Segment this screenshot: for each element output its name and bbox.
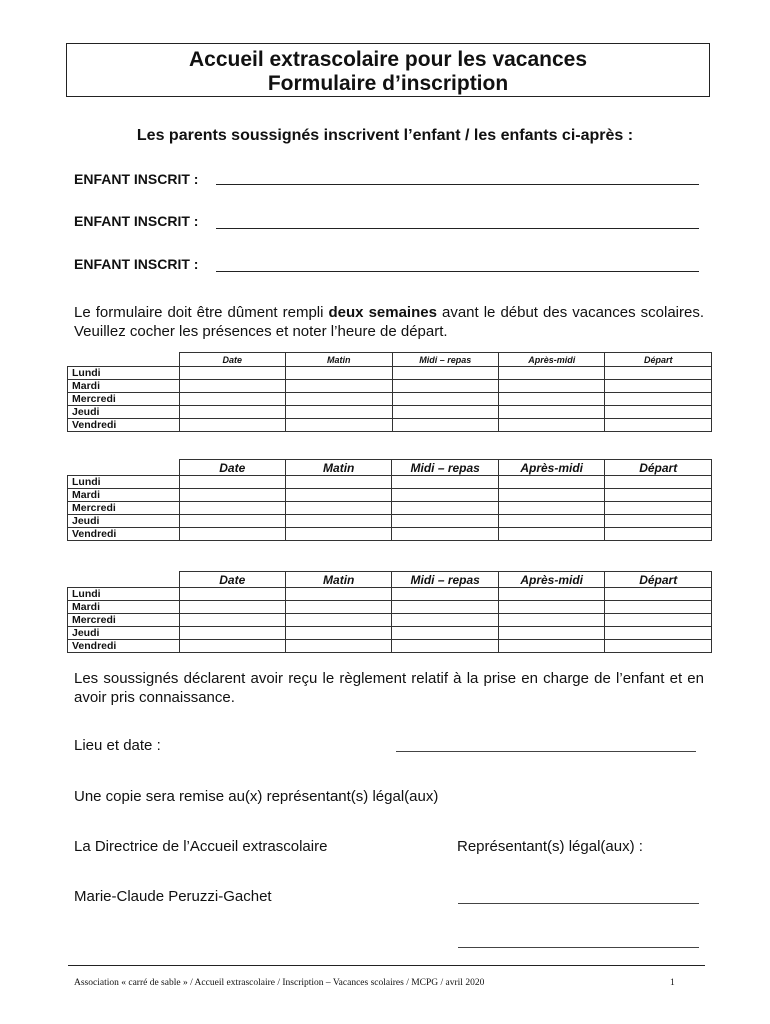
day-label: Mardi <box>68 489 180 502</box>
place-date-label: Lieu et date : <box>74 737 161 754</box>
copy-note: Une copie sera remise au(x) représentant(s) légal(aux) <box>74 788 439 805</box>
column-header: Après-midi <box>498 353 605 367</box>
table-row <box>68 502 712 515</box>
footer-text: Association « carré de sable » / Accueil extrascolaire / Inscription – Vacances scolaires / MCPG / avril 2020 <box>74 978 485 988</box>
director-label: La Directrice de l’Accueil extrascolaire <box>74 838 328 855</box>
table-cell[interactable] <box>286 406 392 419</box>
attendance-table-1 <box>67 352 712 432</box>
director-name: Marie-Claude Peruzzi-Gachet <box>74 888 272 905</box>
column-header: Après-midi <box>498 460 605 476</box>
child-label: ENFANT INSCRIT : <box>74 171 199 187</box>
day-label: Mardi <box>68 380 180 393</box>
table-cell[interactable] <box>392 601 498 614</box>
column-header: Matin <box>286 353 392 367</box>
table-cell[interactable] <box>605 476 712 489</box>
table-cell[interactable] <box>285 588 391 601</box>
table-row <box>68 640 712 653</box>
representative-signature-field-2[interactable] <box>458 947 699 948</box>
table-cell[interactable] <box>498 489 605 502</box>
table-cell[interactable] <box>498 627 605 640</box>
child-entry-1 <box>74 171 198 187</box>
table-cell[interactable] <box>392 640 498 653</box>
table-cell[interactable] <box>605 489 712 502</box>
table-cell[interactable] <box>392 367 498 380</box>
table-cell[interactable] <box>286 380 392 393</box>
blank-header-cell <box>68 572 180 588</box>
table-row <box>68 489 712 502</box>
column-header: Départ <box>605 460 712 476</box>
column-header: Date <box>179 460 285 476</box>
title-box <box>66 43 710 97</box>
table-cell[interactable] <box>605 640 712 653</box>
table-row <box>68 528 712 541</box>
table-header-row <box>68 460 712 476</box>
table-row <box>68 380 712 393</box>
child-name-field-3[interactable] <box>216 271 699 272</box>
table-cell[interactable] <box>285 515 391 528</box>
child-name-field-2[interactable] <box>216 228 699 229</box>
table-cell[interactable] <box>392 528 498 541</box>
table-cell[interactable] <box>392 515 498 528</box>
table-cell[interactable] <box>179 588 285 601</box>
table-cell[interactable] <box>498 393 605 406</box>
table-cell[interactable] <box>179 640 285 653</box>
column-header: Départ <box>605 572 712 588</box>
table-cell[interactable] <box>605 588 712 601</box>
child-label: ENFANT INSCRIT : <box>74 256 199 272</box>
day-label: Mercredi <box>68 502 180 515</box>
table-cell[interactable] <box>179 393 285 406</box>
table-row <box>68 419 712 432</box>
table-cell[interactable] <box>498 367 605 380</box>
blank-header-cell <box>68 353 180 367</box>
day-label: Lundi <box>68 367 180 380</box>
table-row <box>68 393 712 406</box>
table-cell[interactable] <box>392 393 498 406</box>
table-row <box>68 367 712 380</box>
table-cell[interactable] <box>498 588 605 601</box>
table-cell[interactable] <box>498 601 605 614</box>
table-cell[interactable] <box>605 627 712 640</box>
table-cell[interactable] <box>179 601 285 614</box>
table-cell[interactable] <box>179 419 285 432</box>
table-cell[interactable] <box>605 601 712 614</box>
table-cell[interactable] <box>605 614 712 627</box>
subtitle: Les parents soussignés inscrivent l’enfant / les enfants ci-après : <box>136 127 634 144</box>
day-label: Mercredi <box>68 614 180 627</box>
table-cell[interactable] <box>392 614 498 627</box>
attendance-table-2 <box>67 459 712 541</box>
table-cell[interactable] <box>392 476 498 489</box>
table-cell[interactable] <box>285 476 391 489</box>
title-line-2: Formulaire d’inscription <box>267 72 509 95</box>
page-number: 1 <box>670 978 675 988</box>
table-cell[interactable] <box>605 502 712 515</box>
column-header: Après-midi <box>498 572 605 588</box>
table-cell[interactable] <box>285 640 391 653</box>
table-cell[interactable] <box>392 489 498 502</box>
blank-header-cell <box>68 460 180 476</box>
table-cell[interactable] <box>179 476 285 489</box>
table-header-row <box>68 353 712 367</box>
declaration-paragraph: Les soussignés déclarent avoir reçu le règlement relatif à la prise en charge de l’enfant et en avoir pris connaissance. <box>74 670 704 706</box>
table-row <box>68 515 712 528</box>
table-row <box>68 627 712 640</box>
table-cell[interactable] <box>286 367 392 380</box>
table-cell[interactable] <box>498 406 605 419</box>
table-cell[interactable] <box>392 588 498 601</box>
column-header: Midi – repas <box>392 572 498 588</box>
table-cell[interactable] <box>498 419 605 432</box>
table-cell[interactable] <box>179 367 285 380</box>
table-cell[interactable] <box>179 614 285 627</box>
table-cell[interactable] <box>498 476 605 489</box>
day-label: Jeudi <box>68 627 180 640</box>
table-header-row <box>68 572 712 588</box>
day-label: Mercredi <box>68 393 180 406</box>
table-cell[interactable] <box>285 489 391 502</box>
table-row <box>68 588 712 601</box>
table-cell[interactable] <box>285 627 391 640</box>
table-cell[interactable] <box>179 406 285 419</box>
attendance-table-3 <box>67 571 712 653</box>
intro-paragraph <box>74 303 704 341</box>
intro-text-2: avant le début des vacances scolaires. Veuillez cocher les présences et noter l’heure de départ. <box>74 304 705 340</box>
day-label: Vendredi <box>68 419 180 432</box>
table-row <box>68 614 712 627</box>
day-label: Lundi <box>68 476 180 489</box>
table-cell[interactable] <box>498 502 605 515</box>
table-row <box>68 601 712 614</box>
column-header: Date <box>179 572 285 588</box>
table-cell[interactable] <box>285 601 391 614</box>
place-date-field[interactable] <box>396 751 696 752</box>
table-cell[interactable] <box>179 489 285 502</box>
column-header: Départ <box>605 353 712 367</box>
table-cell[interactable] <box>605 367 712 380</box>
table-cell[interactable] <box>392 502 498 515</box>
representative-signature-field-1[interactable] <box>458 903 699 904</box>
table-cell[interactable] <box>286 393 392 406</box>
child-entry-3 <box>74 256 198 272</box>
table-cell[interactable] <box>179 502 285 515</box>
table-cell[interactable] <box>605 528 712 541</box>
table-cell[interactable] <box>392 406 498 419</box>
day-label: Vendredi <box>68 528 180 541</box>
table-cell[interactable] <box>179 380 285 393</box>
table-cell[interactable] <box>285 502 391 515</box>
table-cell[interactable] <box>179 515 285 528</box>
child-entry-2 <box>74 213 198 229</box>
representative-label: Représentant(s) légal(aux) : <box>457 838 643 855</box>
table-row <box>68 406 712 419</box>
table-cell[interactable] <box>498 528 605 541</box>
day-label: Mardi <box>68 601 180 614</box>
table-cell[interactable] <box>392 627 498 640</box>
table-cell[interactable] <box>498 640 605 653</box>
column-header: Date <box>179 353 285 367</box>
table-cell[interactable] <box>605 393 712 406</box>
table-cell[interactable] <box>179 627 285 640</box>
table-cell[interactable] <box>392 419 498 432</box>
table-cell[interactable] <box>392 380 498 393</box>
footer-divider <box>68 965 705 966</box>
table-row <box>68 476 712 489</box>
table-cell[interactable] <box>498 614 605 627</box>
day-label: Lundi <box>68 588 180 601</box>
table-cell[interactable] <box>286 419 392 432</box>
child-name-field-1[interactable] <box>216 184 699 185</box>
child-label: ENFANT INSCRIT : <box>74 213 199 229</box>
intro-text-1: Le formulaire doit être dûment rempli <box>74 304 329 321</box>
table-cell[interactable] <box>285 614 391 627</box>
column-header: Midi – repas <box>392 353 498 367</box>
table-cell[interactable] <box>605 380 712 393</box>
title-line-1: Accueil extrascolaire pour les vacances <box>188 48 588 71</box>
table-cell[interactable] <box>285 528 391 541</box>
day-label: Jeudi <box>68 515 180 528</box>
column-header: Matin <box>285 572 391 588</box>
table-cell[interactable] <box>605 406 712 419</box>
column-header: Midi – repas <box>392 460 498 476</box>
day-label: Vendredi <box>68 640 180 653</box>
table-cell[interactable] <box>498 515 605 528</box>
column-header: Matin <box>285 460 391 476</box>
day-label: Jeudi <box>68 406 180 419</box>
table-cell[interactable] <box>179 528 285 541</box>
table-cell[interactable] <box>498 380 605 393</box>
table-cell[interactable] <box>605 419 712 432</box>
intro-bold: deux semaines <box>328 304 437 321</box>
table-cell[interactable] <box>605 515 712 528</box>
